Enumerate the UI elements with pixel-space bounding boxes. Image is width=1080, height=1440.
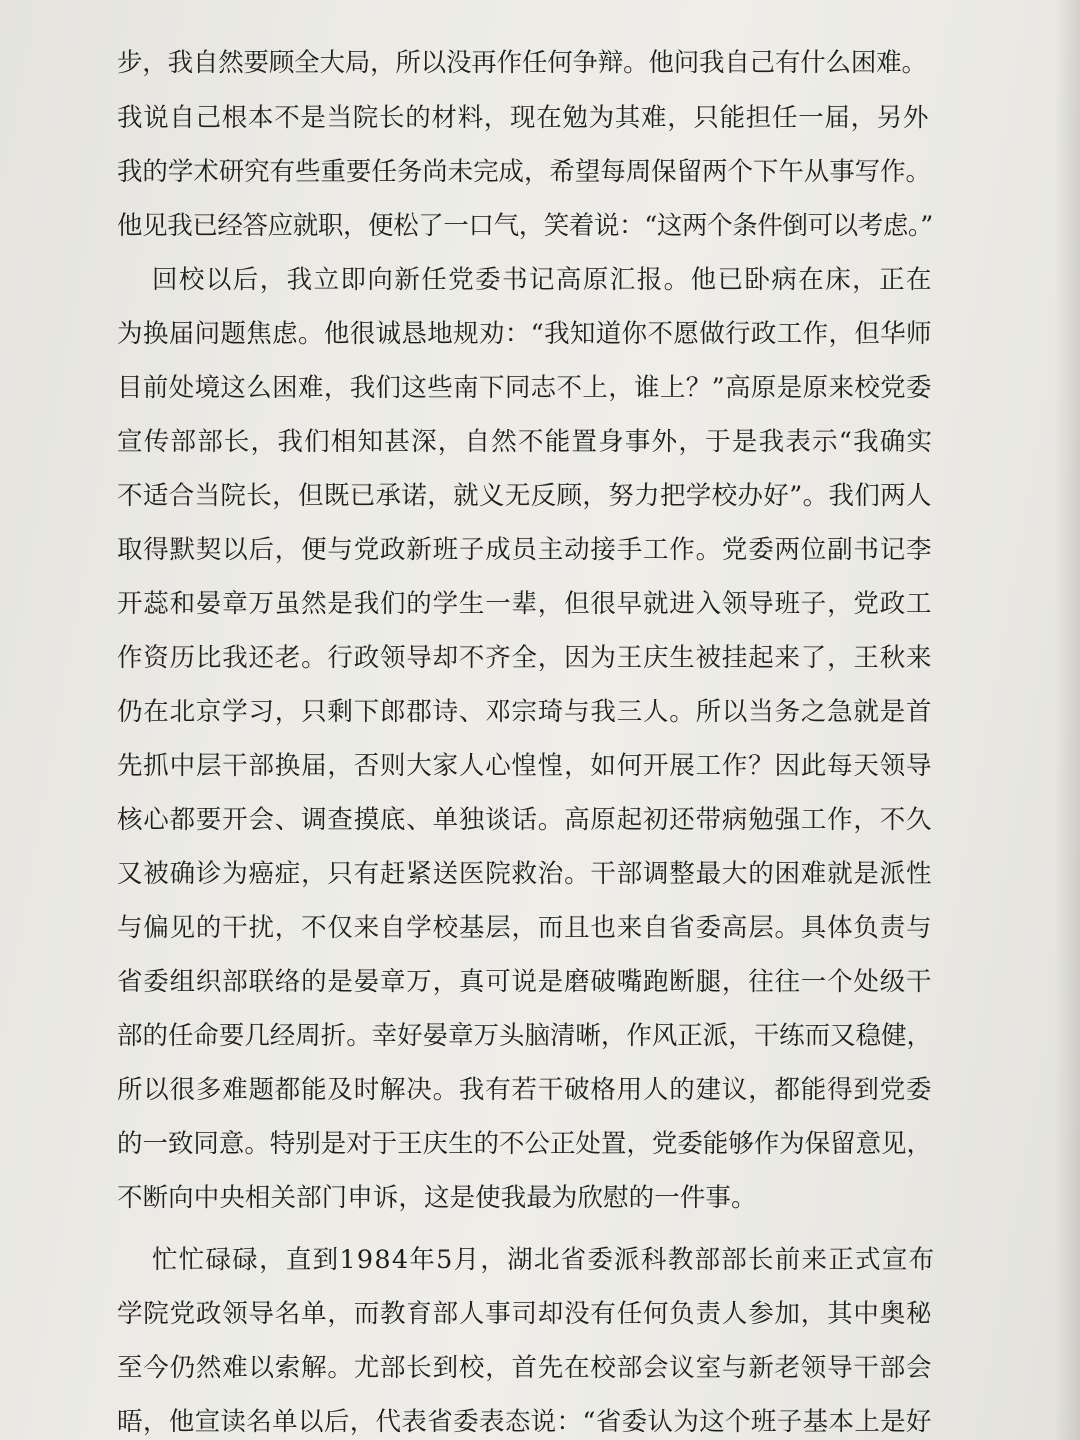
text-line: 他见我已经答应就职，便松了一口气，笑着说：“这两个条件倒可以考虑。”	[117, 211, 933, 241]
text-line: 忙忙碌碌，直到1984年5月，湖北省委派科教部部长前来正式宣布	[152, 1245, 936, 1275]
text-line: 开蕊和晏章万虽然是我们的学生一辈，但很早就进入领导班子，党政工	[117, 589, 933, 619]
text-line: 为换届问题焦虑。他很诚恳地规劝：“我知道你不愿做行政工作，但华师	[117, 319, 932, 349]
text-line: 仍在北京学习，只剩下郎郡诗、邓宗琦与我三人。所以当务之急就是首	[117, 697, 933, 727]
text-line: 目前处境这么困难，我们这些南下同志不上，谁上？”高原是原来校党委	[117, 373, 932, 403]
text-line: 学院党政领导名单，而教育部人事司却没有任何负责人参加，其中奥秘	[117, 1299, 933, 1329]
text-line: 我的学术研究有些重要任务尚未完成，希望每周保留两个下午从事写作。	[117, 157, 931, 187]
text-line: 不断向中央相关部门申诉，这是使我最为欣慰的一件事。	[117, 1183, 757, 1213]
text-line: 步，我自然要顾全大局，所以没再作任何争辩。他问我自己有什么困难。	[117, 48, 927, 78]
text-line: 作资历比我还老。行政领导却不齐全，因为王庆生被挂起来了，王秋来	[117, 643, 933, 673]
text-line: 的一致同意。特别是对于王庆生的不公正处置，党委能够作为保留意见，	[117, 1129, 932, 1159]
text-line: 所以很多难题都能及时解决。我有若干破格用人的建议，都能得到党委	[117, 1075, 933, 1105]
text-line: 先抓中层干部换届，否则大家人心惶惶，如何开展工作？因此每天领导	[117, 751, 933, 781]
text-line: 省委组织部联络的是晏章万，真可说是磨破嘴跑断腿，往往一个处级干	[117, 967, 933, 997]
text-line: 与偏见的干扰，不仅来自学校基层，而且也来自省委高层。具体负责与	[117, 913, 933, 943]
text-line: 核心都要开会、调查摸底、单独谈话。高原起初还带病勉强工作，不久	[117, 805, 933, 835]
text-line: 我说自己根本不是当院长的材料，现在勉为其难，只能担任一届，另外	[117, 103, 930, 133]
page-edge-shadow	[1054, 0, 1080, 1440]
text-line: 又被确诊为癌症，只有赶紧送医院救治。干部调整最大的困难就是派性	[117, 859, 933, 889]
text-line: 回校以后，我立即向新任党委书记高原汇报。他已卧病在床，正在	[152, 265, 933, 295]
text-line: 宣传部部长，我们相知甚深，自然不能置身事外，于是我表示“我确实	[117, 427, 934, 457]
text-line: 部的任命要几经周折。幸好晏章万头脑清晰，作风正派，干练而又稳健，	[117, 1021, 932, 1051]
text-line: 不适合当院长，但既已承诺，就义无反顾，努力把学校办好”。我们两人	[117, 481, 932, 511]
text-line: 晤，他宣读名单以后，代表省委表态说：“省委认为这个班子基本上是好	[117, 1407, 932, 1437]
text-line: 至今仍然难以索解。尤部长到校，首先在校部会议室与新老领导干部会	[117, 1353, 933, 1383]
text-line: 取得默契以后，便与党政新班子成员主动接手工作。党委两位副书记李	[117, 535, 933, 565]
